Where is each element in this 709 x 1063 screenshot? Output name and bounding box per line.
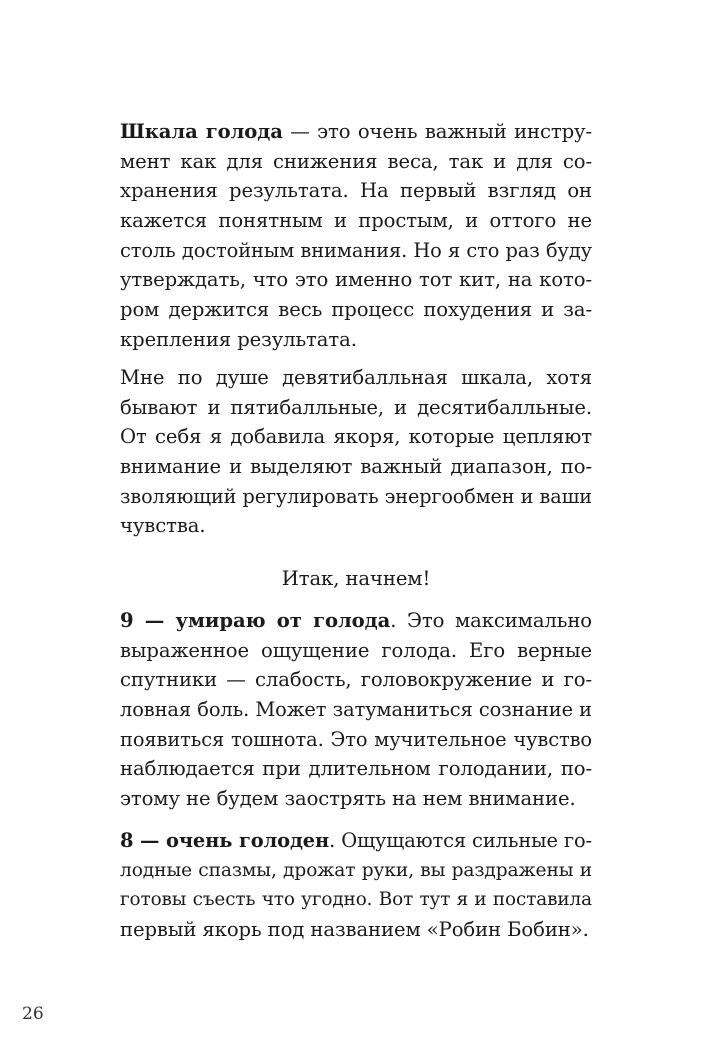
text-line: кажется понятным и простым, и оттого не	[120, 209, 592, 233]
text-line: 8 — очень голоден. Ощущаются сильные го-	[120, 829, 592, 852]
text-line: От себя я добавила якоря, которые цепляют	[120, 425, 592, 449]
text-line: Шкала голода — это очень важный инстру-	[120, 120, 593, 143]
text-line: мент как для снижения веса, так и для со-	[120, 149, 592, 173]
text-line: хранения результата. На первый взгляд он	[120, 179, 592, 203]
text-line: этому не будем заострять на нем внимание.	[120, 787, 576, 811]
text-line: наблюдается при длительном голодании, по-	[120, 757, 592, 781]
text-line: готовы съесть что угодно. Вот тут я и поставила	[120, 889, 592, 911]
text-line: ром держится весь процесс похудения и за-	[120, 298, 592, 322]
text-line: Итак, начнем!	[281, 567, 431, 590]
text-line: бывают и пятибалльные, и десятибалльные.	[120, 395, 592, 419]
text-line: появиться тошнота. Это мучительное чувство	[120, 727, 592, 751]
text-line: столь достойным внимания. Но я сто раз буду	[120, 238, 592, 262]
paragraph-nine-point-scale	[120, 363, 592, 541]
text-line: 9 — умираю от голода. Это максимально	[120, 609, 592, 632]
text-line: утверждать, что это именно тот кит, на кото-	[120, 268, 592, 292]
text-line: Мне по душе девятибалльная шкала, хотя	[120, 366, 592, 389]
paragraph-hunger-scale-intro	[120, 117, 592, 355]
text-line: выраженное ощущение голода. Его верные	[120, 638, 592, 662]
paragraph-lets-begin	[120, 564, 592, 594]
bold-term: 9 — умираю от голода	[120, 609, 391, 632]
bold-term: 8 — очень голоден	[120, 829, 330, 852]
paragraph-level-9	[120, 606, 592, 814]
text-line: внимание и выделяют важный диапазон, по-	[120, 455, 592, 479]
text-line: чувства.	[120, 514, 206, 538]
text-line: лодные спазмы, дрожат руки, вы раздражены и	[120, 859, 592, 881]
bold-term: Шкала голода	[120, 120, 283, 143]
text-line: спутники — слабость, головокружение и го-	[120, 668, 592, 692]
text-line: первый якорь под названием «Робин Бобин».	[120, 918, 589, 942]
text-line: зволяющий регулировать энергообмен и ваши	[120, 484, 592, 508]
text-line: крепления результата.	[120, 327, 357, 351]
paragraph-level-8	[120, 826, 592, 945]
text-line: ловная боль. Может затуманиться сознание и	[120, 698, 592, 722]
page-number: 26	[22, 1004, 44, 1024]
